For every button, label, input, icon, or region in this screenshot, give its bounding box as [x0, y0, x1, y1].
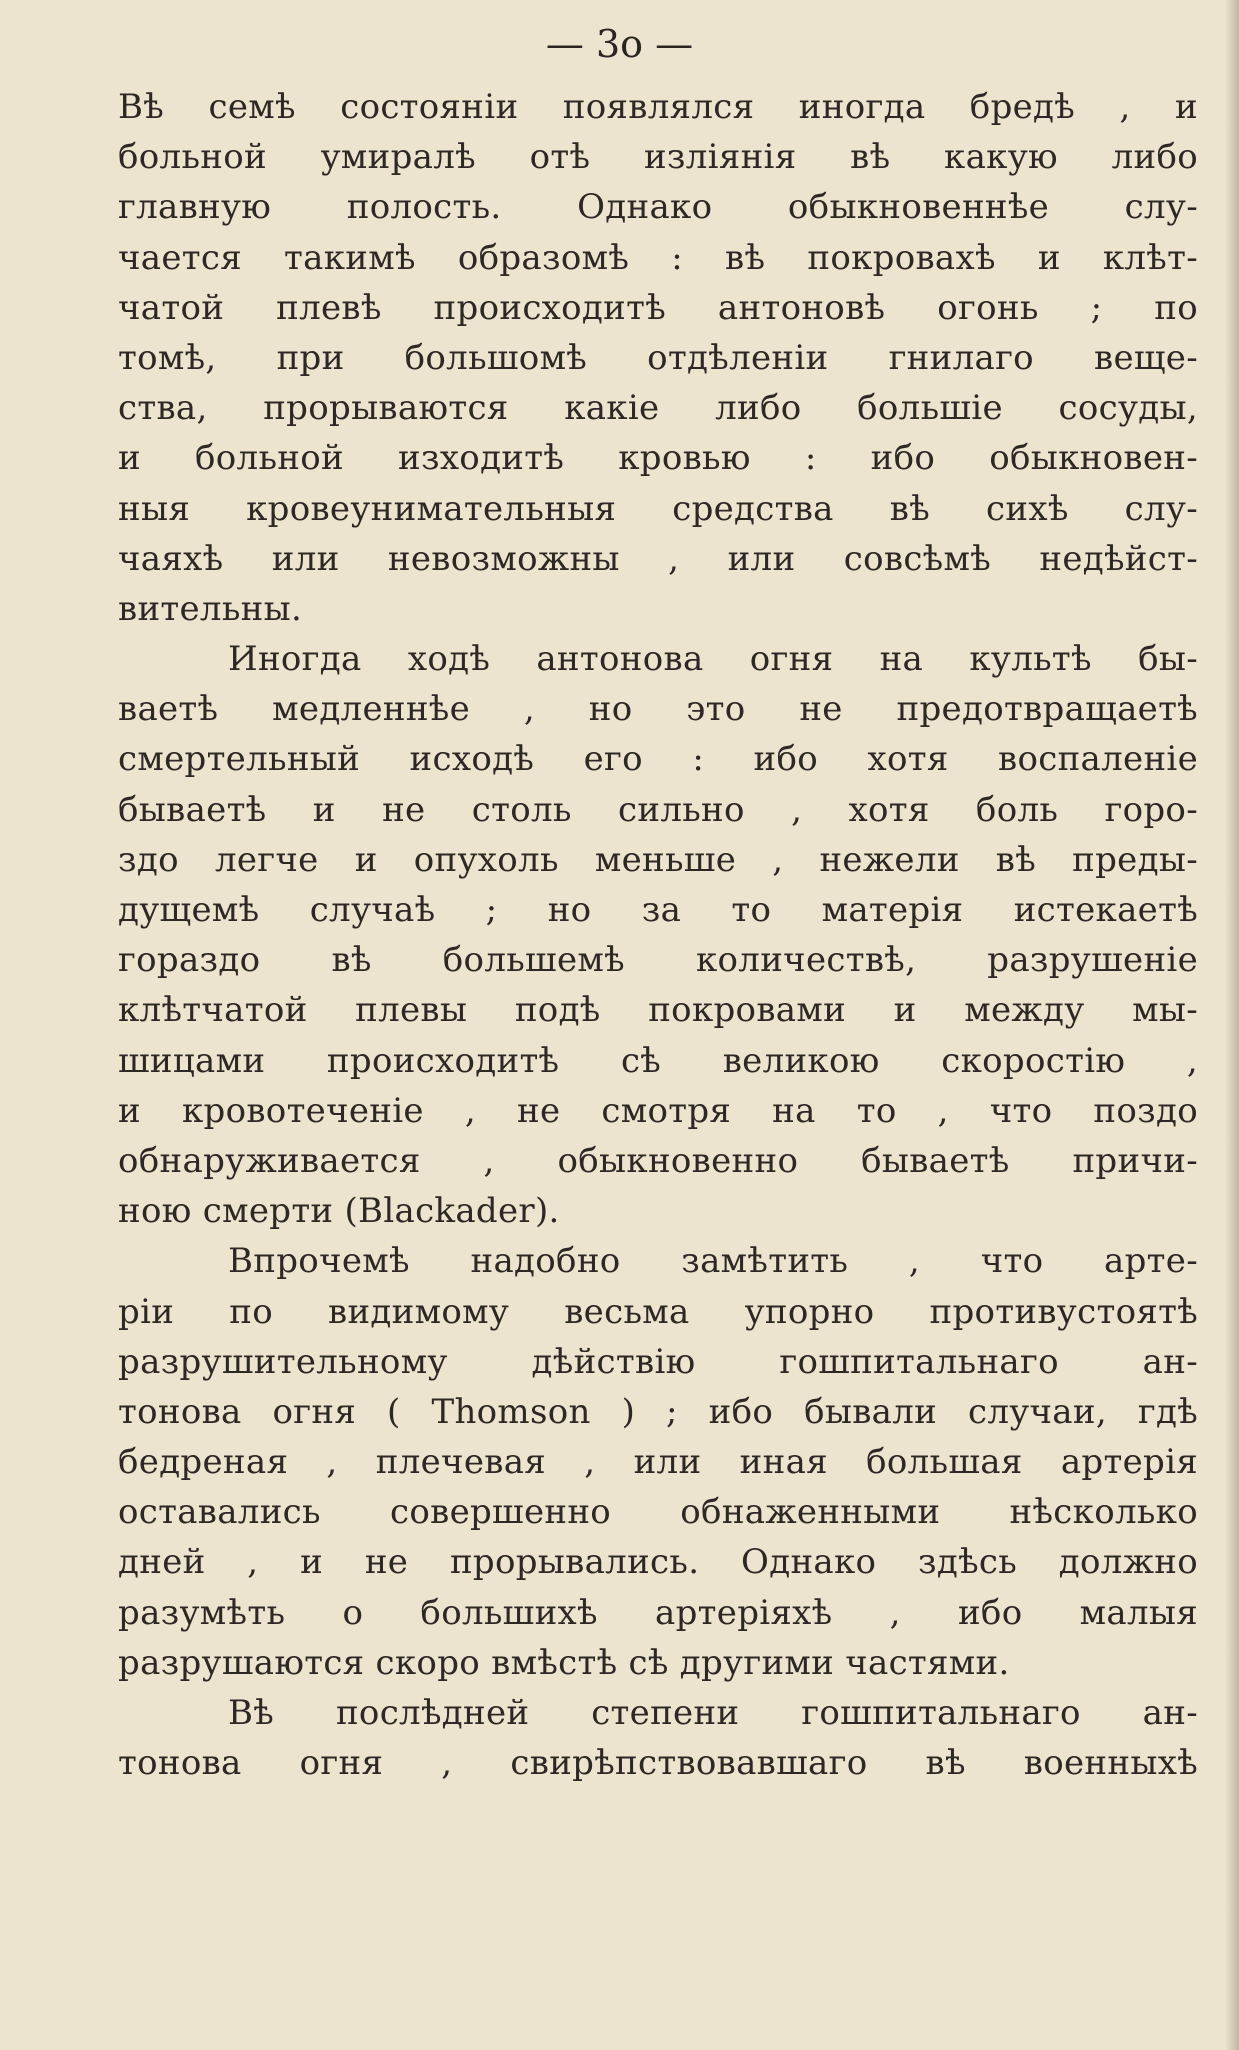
- text-line: клѣтчатой плевы подѣ покровами и между мы-: [118, 990, 1198, 1031]
- text-line: вительны.: [118, 588, 303, 629]
- text-line: чатой плевѣ происходитѣ антоновѣ огонь ; по: [118, 287, 1198, 328]
- text-line: главную полость. Однако обыкновеннѣе слу-: [118, 187, 1198, 228]
- text-line: ныя кровеунимательныя средства вѣ сихѣ слу-: [118, 488, 1198, 529]
- text-line: обнаруживается , обыкновенно бываетѣ причи-: [118, 1140, 1198, 1181]
- paragraph-start-line: Вѣ послѣдней степени гошпитальнаго ан-: [228, 1693, 1198, 1733]
- paragraph-start-line: Впрочемѣ надобно замѣтить , что арте-: [228, 1241, 1198, 1282]
- text-line: разумѣть о большихѣ артеріяхѣ , ибо малыя: [118, 1592, 1198, 1633]
- page-edge-shadow: [1225, 0, 1239, 2050]
- text-line: ріи по видимому весьма упорно противустоятѣ: [118, 1291, 1198, 1332]
- text-line: здо легче и опухоль меньше , нежели вѣ преды-: [118, 839, 1198, 880]
- text-line: разрушительному дѣйствію гошпитальнаго ан-: [118, 1341, 1198, 1382]
- page-number: — 3о —: [545, 22, 694, 66]
- text-line: и кровотеченіе , не смотря на то , что поздо: [118, 1090, 1198, 1131]
- text-line: разрушаются скоро вмѣстѣ сѣ другими частями.: [118, 1642, 1010, 1683]
- text-line: гораздо вѣ большемѣ количествѣ, разрушеніе: [118, 940, 1198, 981]
- text-line: тонова огня , свирѣпствовавшаго вѣ военныхѣ: [118, 1743, 1198, 1784]
- text-line: ною смерти (Blackader).: [118, 1191, 560, 1232]
- text-line: чаяхѣ или невозможны , или совсѣмѣ недѣйст-: [118, 538, 1198, 579]
- text-line: чается такимѣ образомѣ : вѣ покровахѣ и клѣт-: [118, 237, 1198, 278]
- text-line: тонова огня ( Thomson ) ; ибо бывали случаи, гдѣ: [118, 1391, 1198, 1432]
- text-line: Вѣ семѣ состояніи появлялся иногда бредѣ , и: [118, 87, 1198, 127]
- text-line: шицами происходитѣ сѣ великою скоростію ,: [118, 1040, 1198, 1081]
- text-line: и больной изходитѣ кровью : ибо обыкновен-: [118, 438, 1198, 479]
- text-line: ства, прорываются какіе либо большіе сосуды,: [118, 388, 1198, 429]
- text-line: оставались совершенно обнаженными нѣсколько: [118, 1492, 1198, 1533]
- text-line: бываетѣ и не столь сильно , хотя боль горо-: [118, 789, 1198, 830]
- text-line: больной умиралѣ отѣ изліянія вѣ какую либо: [118, 137, 1198, 178]
- text-line: смертельный исходѣ его : ибо хотя воспаленіе: [118, 739, 1198, 780]
- body-text: [118, 82, 1198, 1788]
- text-line: ваетѣ медленнѣе , но это не предотвращаетѣ: [118, 689, 1198, 730]
- text-line: дней , и не прорывались. Однако здѣсь должно: [118, 1542, 1198, 1583]
- text-line: бедреная , плечевая , или иная большая артерія: [118, 1442, 1198, 1483]
- text-line: дущемѣ случаѣ ; но за то матерія истекаетѣ: [118, 890, 1198, 930]
- text-line: томѣ, при большомѣ отдѣленіи гнилаго веще-: [118, 337, 1198, 378]
- paragraph-start-line: Иногда ходѣ антонова огня на культѣ бы-: [228, 639, 1198, 680]
